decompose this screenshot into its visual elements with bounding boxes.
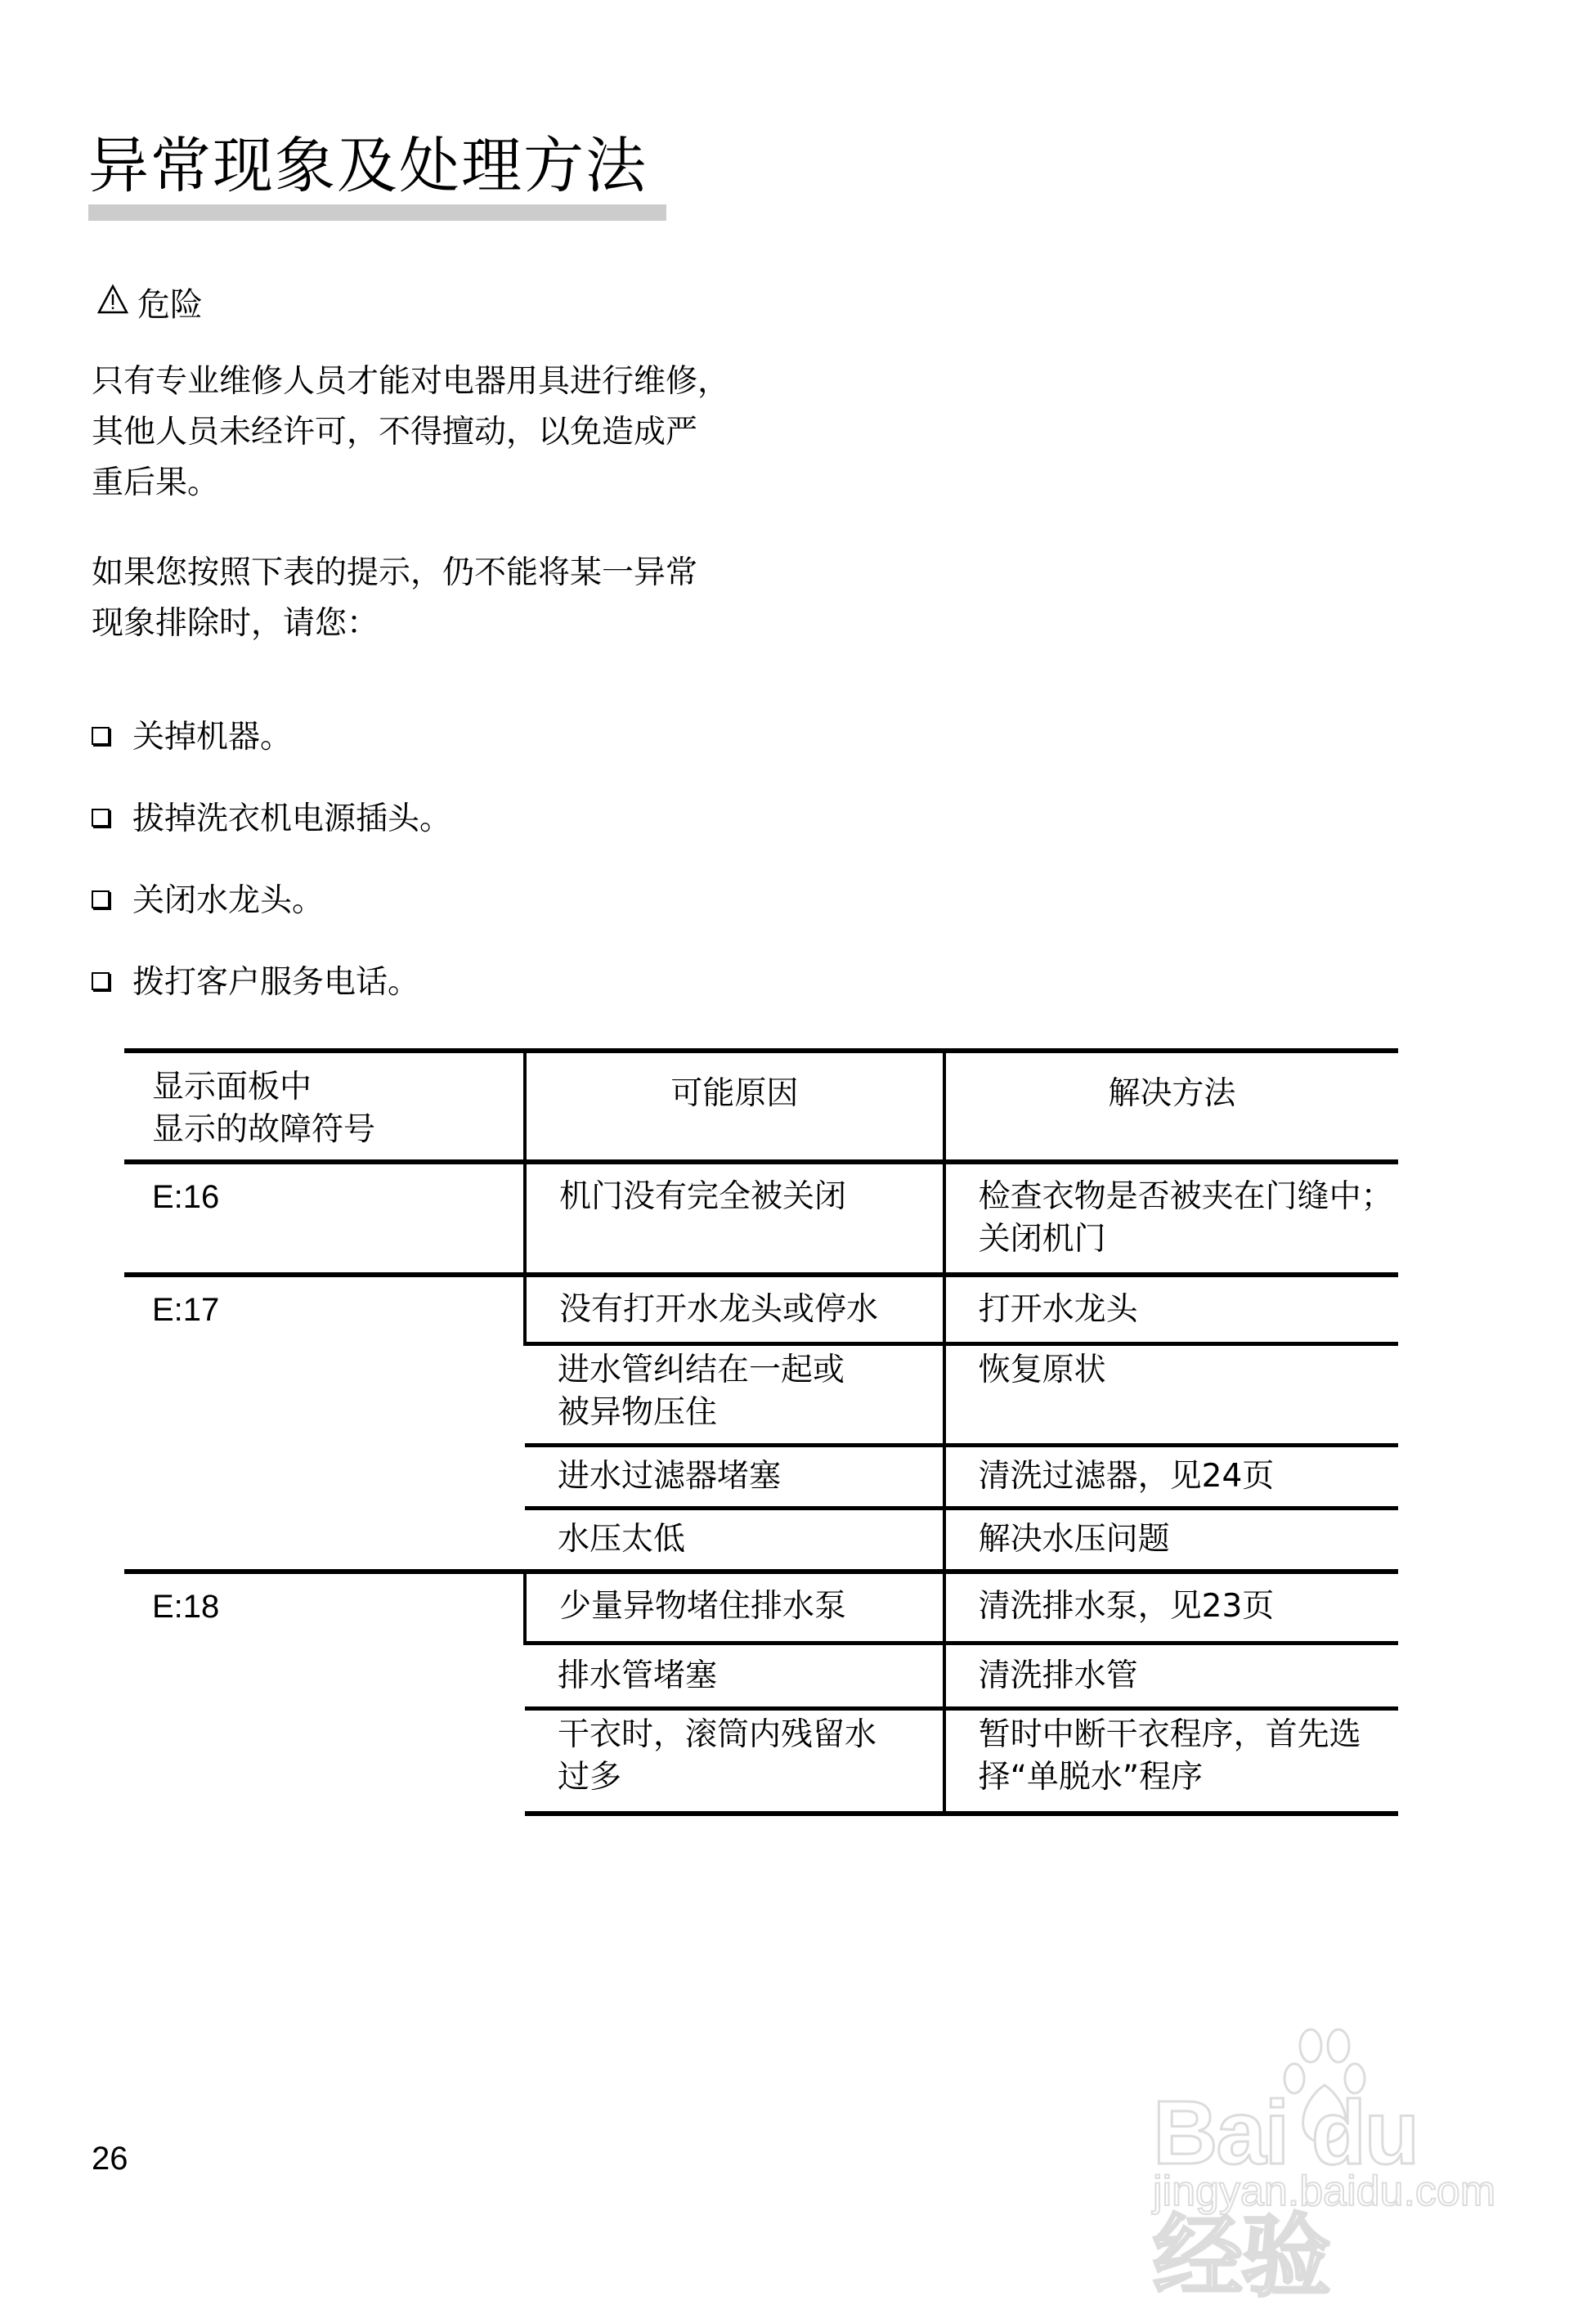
cause-cell <box>525 1644 944 1709</box>
watermark-url: jingyan.baidu.com <box>1153 2168 1496 2215</box>
fault-code-cell <box>124 1572 525 1814</box>
list-item-label: 拨打客户服务电话。 <box>132 964 420 1001</box>
danger-warning <box>96 282 203 328</box>
fault-code: E:18 <box>152 1588 220 1625</box>
cause-line: 排水管堵塞 <box>558 1657 718 1694</box>
paragraph-line: 现象排除时，请您： <box>92 605 379 642</box>
page-title: 异常现象及处理方法 <box>88 131 648 201</box>
cause-line: 水压太低 <box>558 1520 686 1558</box>
paragraph-line: 重后果。 <box>92 464 220 501</box>
cause-line: 干衣时，滚筒内残留水 <box>558 1716 877 1753</box>
checkbox-square-icon <box>92 809 110 827</box>
cause-cell <box>525 1162 944 1275</box>
cause-cell <box>525 1445 944 1508</box>
solution-cell <box>944 1508 1398 1572</box>
header-solution <box>944 1051 1398 1162</box>
solution-cell <box>944 1572 1398 1644</box>
solution-line: 关闭机门 <box>978 1221 1106 1258</box>
solution-cell <box>944 1343 1398 1445</box>
checkbox-square-icon <box>92 890 110 908</box>
cause-cell <box>525 1572 944 1644</box>
solution-line: 择“单脱水”程序 <box>978 1759 1204 1796</box>
list-item-label: 拔掉洗衣机电源插头。 <box>132 800 452 837</box>
checkbox-square-icon <box>92 972 110 990</box>
list-item <box>92 775 451 857</box>
title-underline-bar <box>88 204 666 221</box>
cause-line: 少量异物堵住排水泵 <box>559 1587 847 1625</box>
paragraph-repair-warning <box>92 357 811 509</box>
header-solution-label: 解决方法 <box>1108 1075 1236 1112</box>
solution-line: 暂时中断干衣程序，首先选 <box>978 1716 1361 1753</box>
table-header-row <box>124 1051 1398 1162</box>
list-item <box>92 939 451 1020</box>
solution-line: 检查衣物是否被夹在门缝中； <box>978 1178 1393 1215</box>
solution-cell <box>944 1162 1398 1275</box>
warning-triangle-icon <box>96 282 129 328</box>
cause-cell <box>525 1709 944 1814</box>
cause-cell <box>525 1508 944 1572</box>
cause-line: 没有打开水龙头或停水 <box>559 1291 879 1328</box>
header-cause <box>525 1051 944 1162</box>
table-row <box>124 1162 1398 1275</box>
cause-line: 机门没有完全被关闭 <box>559 1178 847 1215</box>
cause-cell <box>525 1343 944 1445</box>
solution-line: 清洗过滤器，见24页 <box>978 1457 1275 1495</box>
solution-line: 清洗排水管 <box>978 1657 1138 1694</box>
table-row <box>124 1572 1398 1644</box>
watermark-logo: Bai du 经验 <box>1153 2083 1419 2307</box>
solution-line: 打开水龙头 <box>978 1291 1138 1328</box>
list-item-label: 关掉机器。 <box>132 719 293 756</box>
paragraph-instructions <box>92 548 811 649</box>
page-number: 26 <box>92 2141 128 2177</box>
header-code-line: 显示的故障符号 <box>152 1111 376 1148</box>
fault-table <box>124 1048 1398 1816</box>
paragraph-line: 只有专业维修人员才能对电器用具进行维修， <box>92 363 730 400</box>
cause-line: 过多 <box>558 1759 622 1796</box>
list-item-label: 关闭水龙头。 <box>132 882 325 919</box>
solution-cell <box>944 1709 1398 1814</box>
table-row <box>124 1275 1398 1343</box>
cause-cell <box>525 1275 944 1343</box>
solution-cell <box>944 1275 1398 1343</box>
solution-line: 恢复原状 <box>978 1351 1106 1388</box>
paragraph-line: 其他人员未经许可，不得擅动，以免造成严 <box>92 414 698 451</box>
solution-line: 清洗排水泵，见23页 <box>978 1587 1275 1625</box>
fault-code: E:17 <box>152 1292 220 1328</box>
warning-label: 危险 <box>137 286 203 324</box>
fault-code-cell <box>124 1162 525 1275</box>
header-code <box>124 1051 525 1162</box>
cause-line: 被异物压住 <box>558 1393 718 1431</box>
baidu-watermark <box>1145 2028 1521 2307</box>
fault-code: E:16 <box>152 1179 220 1215</box>
solution-cell <box>944 1644 1398 1709</box>
solution-line: 解决水压问题 <box>978 1520 1170 1558</box>
cause-line: 进水过滤器堵塞 <box>558 1457 782 1495</box>
cause-line: 进水管纠结在一起或 <box>558 1351 845 1388</box>
list-item <box>92 693 451 775</box>
header-code-line: 显示面板中 <box>152 1069 312 1105</box>
header-cause-label: 可能原因 <box>670 1075 799 1112</box>
checkbox-square-icon <box>92 727 110 745</box>
paragraph-line: 如果您按照下表的提示，仍不能将某一异常 <box>92 554 698 591</box>
list-item <box>92 857 451 939</box>
action-list <box>92 693 451 1020</box>
solution-cell <box>944 1445 1398 1508</box>
fault-code-cell <box>124 1275 525 1572</box>
